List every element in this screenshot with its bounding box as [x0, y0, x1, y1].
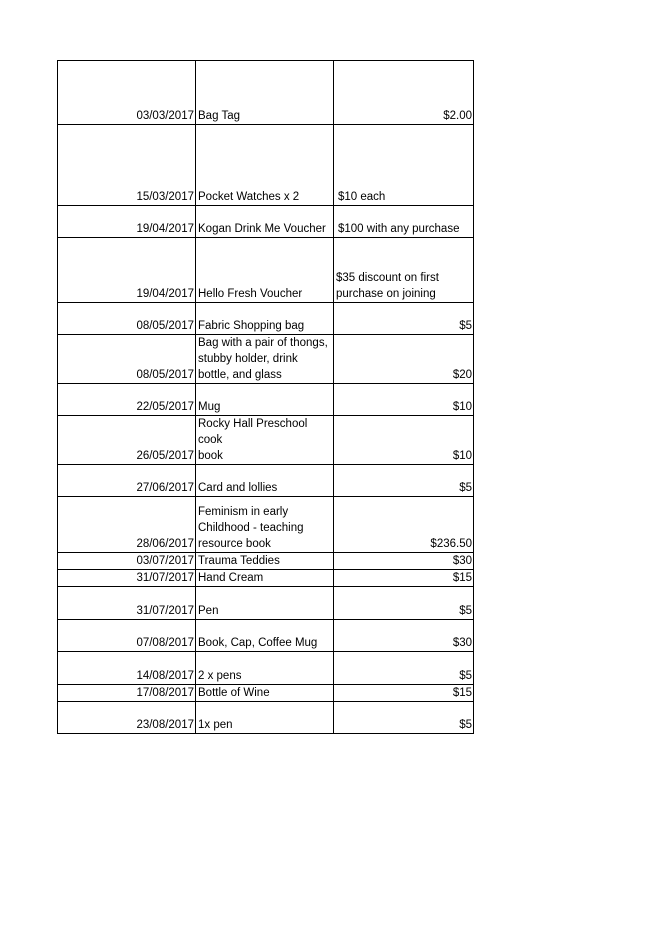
table-row — [58, 384, 474, 416]
amount-cell: $5 — [334, 303, 474, 335]
description-cell: Hello Fresh Voucher — [196, 238, 334, 303]
amount-cell: $5 — [334, 652, 474, 685]
description-cell: 2 x pens — [196, 652, 334, 685]
table-row — [58, 465, 474, 497]
description-cell: Pocket Watches x 2 — [196, 125, 334, 206]
date-cell: 14/08/2017 — [58, 652, 196, 685]
description-cell: Rocky Hall Preschool cook book — [196, 416, 334, 465]
amount-cell: $20 — [334, 335, 474, 384]
date-cell: 23/08/2017 — [58, 702, 196, 734]
date-cell: 03/03/2017 — [58, 61, 196, 125]
amount-cell: $15 — [334, 685, 474, 702]
description-cell: Bottle of Wine — [196, 685, 334, 702]
description-cell: Kogan Drink Me Voucher — [196, 206, 334, 238]
description-cell: Mug — [196, 384, 334, 416]
table-row — [58, 497, 474, 553]
table-row — [58, 652, 474, 685]
description-cell: Hand Cream — [196, 570, 334, 587]
gift-register-body — [58, 61, 474, 734]
date-cell: 31/07/2017 — [58, 570, 196, 587]
table-row — [58, 416, 474, 465]
table-row — [58, 61, 474, 125]
date-cell: 07/08/2017 — [58, 620, 196, 652]
amount-cell: $5 — [334, 702, 474, 734]
table-row — [58, 238, 474, 303]
date-cell: 31/07/2017 — [58, 587, 196, 620]
amount-cell: $5 — [334, 465, 474, 497]
date-cell: 03/07/2017 — [58, 553, 196, 570]
description-cell: 1x pen — [196, 702, 334, 734]
amount-cell: $10 — [334, 416, 474, 465]
amount-cell: $5 — [334, 587, 474, 620]
table-row — [58, 702, 474, 734]
date-cell: 19/04/2017 — [58, 238, 196, 303]
date-cell: 22/05/2017 — [58, 384, 196, 416]
table-row — [58, 206, 474, 238]
date-cell: 26/05/2017 — [58, 416, 196, 465]
amount-cell: $10 each — [334, 125, 474, 206]
amount-cell: $2.00 — [334, 61, 474, 125]
amount-cell: $100 with any purchase — [334, 206, 474, 238]
description-cell: Bag Tag — [196, 61, 334, 125]
date-cell: 19/04/2017 — [58, 206, 196, 238]
date-cell: 15/03/2017 — [58, 125, 196, 206]
gift-register-table — [57, 60, 474, 734]
description-cell: Pen — [196, 587, 334, 620]
amount-cell: $35 discount on first purchase on joining — [334, 238, 474, 303]
table-row — [58, 570, 474, 587]
table-row — [58, 125, 474, 206]
description-cell: Feminism in early Childhood - teaching resource book — [196, 497, 334, 553]
description-cell: Bag with a pair of thongs, stubby holder, drink bottle, and glass — [196, 335, 334, 384]
date-cell: 08/05/2017 — [58, 303, 196, 335]
description-cell: Fabric Shopping bag — [196, 303, 334, 335]
description-cell: Card and lollies — [196, 465, 334, 497]
date-cell: 27/06/2017 — [58, 465, 196, 497]
table-row — [58, 553, 474, 570]
table-row — [58, 587, 474, 620]
amount-cell: $10 — [334, 384, 474, 416]
date-cell: 17/08/2017 — [58, 685, 196, 702]
amount-cell: $236.50 — [334, 497, 474, 553]
table-row — [58, 335, 474, 384]
table-row — [58, 303, 474, 335]
description-cell: Trauma Teddies — [196, 553, 334, 570]
date-cell: 08/05/2017 — [58, 335, 196, 384]
table-row — [58, 620, 474, 652]
description-cell: Book, Cap, Coffee Mug — [196, 620, 334, 652]
date-cell: 28/06/2017 — [58, 497, 196, 553]
table-row — [58, 685, 474, 702]
amount-cell: $15 — [334, 570, 474, 587]
amount-cell: $30 — [334, 553, 474, 570]
amount-cell: $30 — [334, 620, 474, 652]
